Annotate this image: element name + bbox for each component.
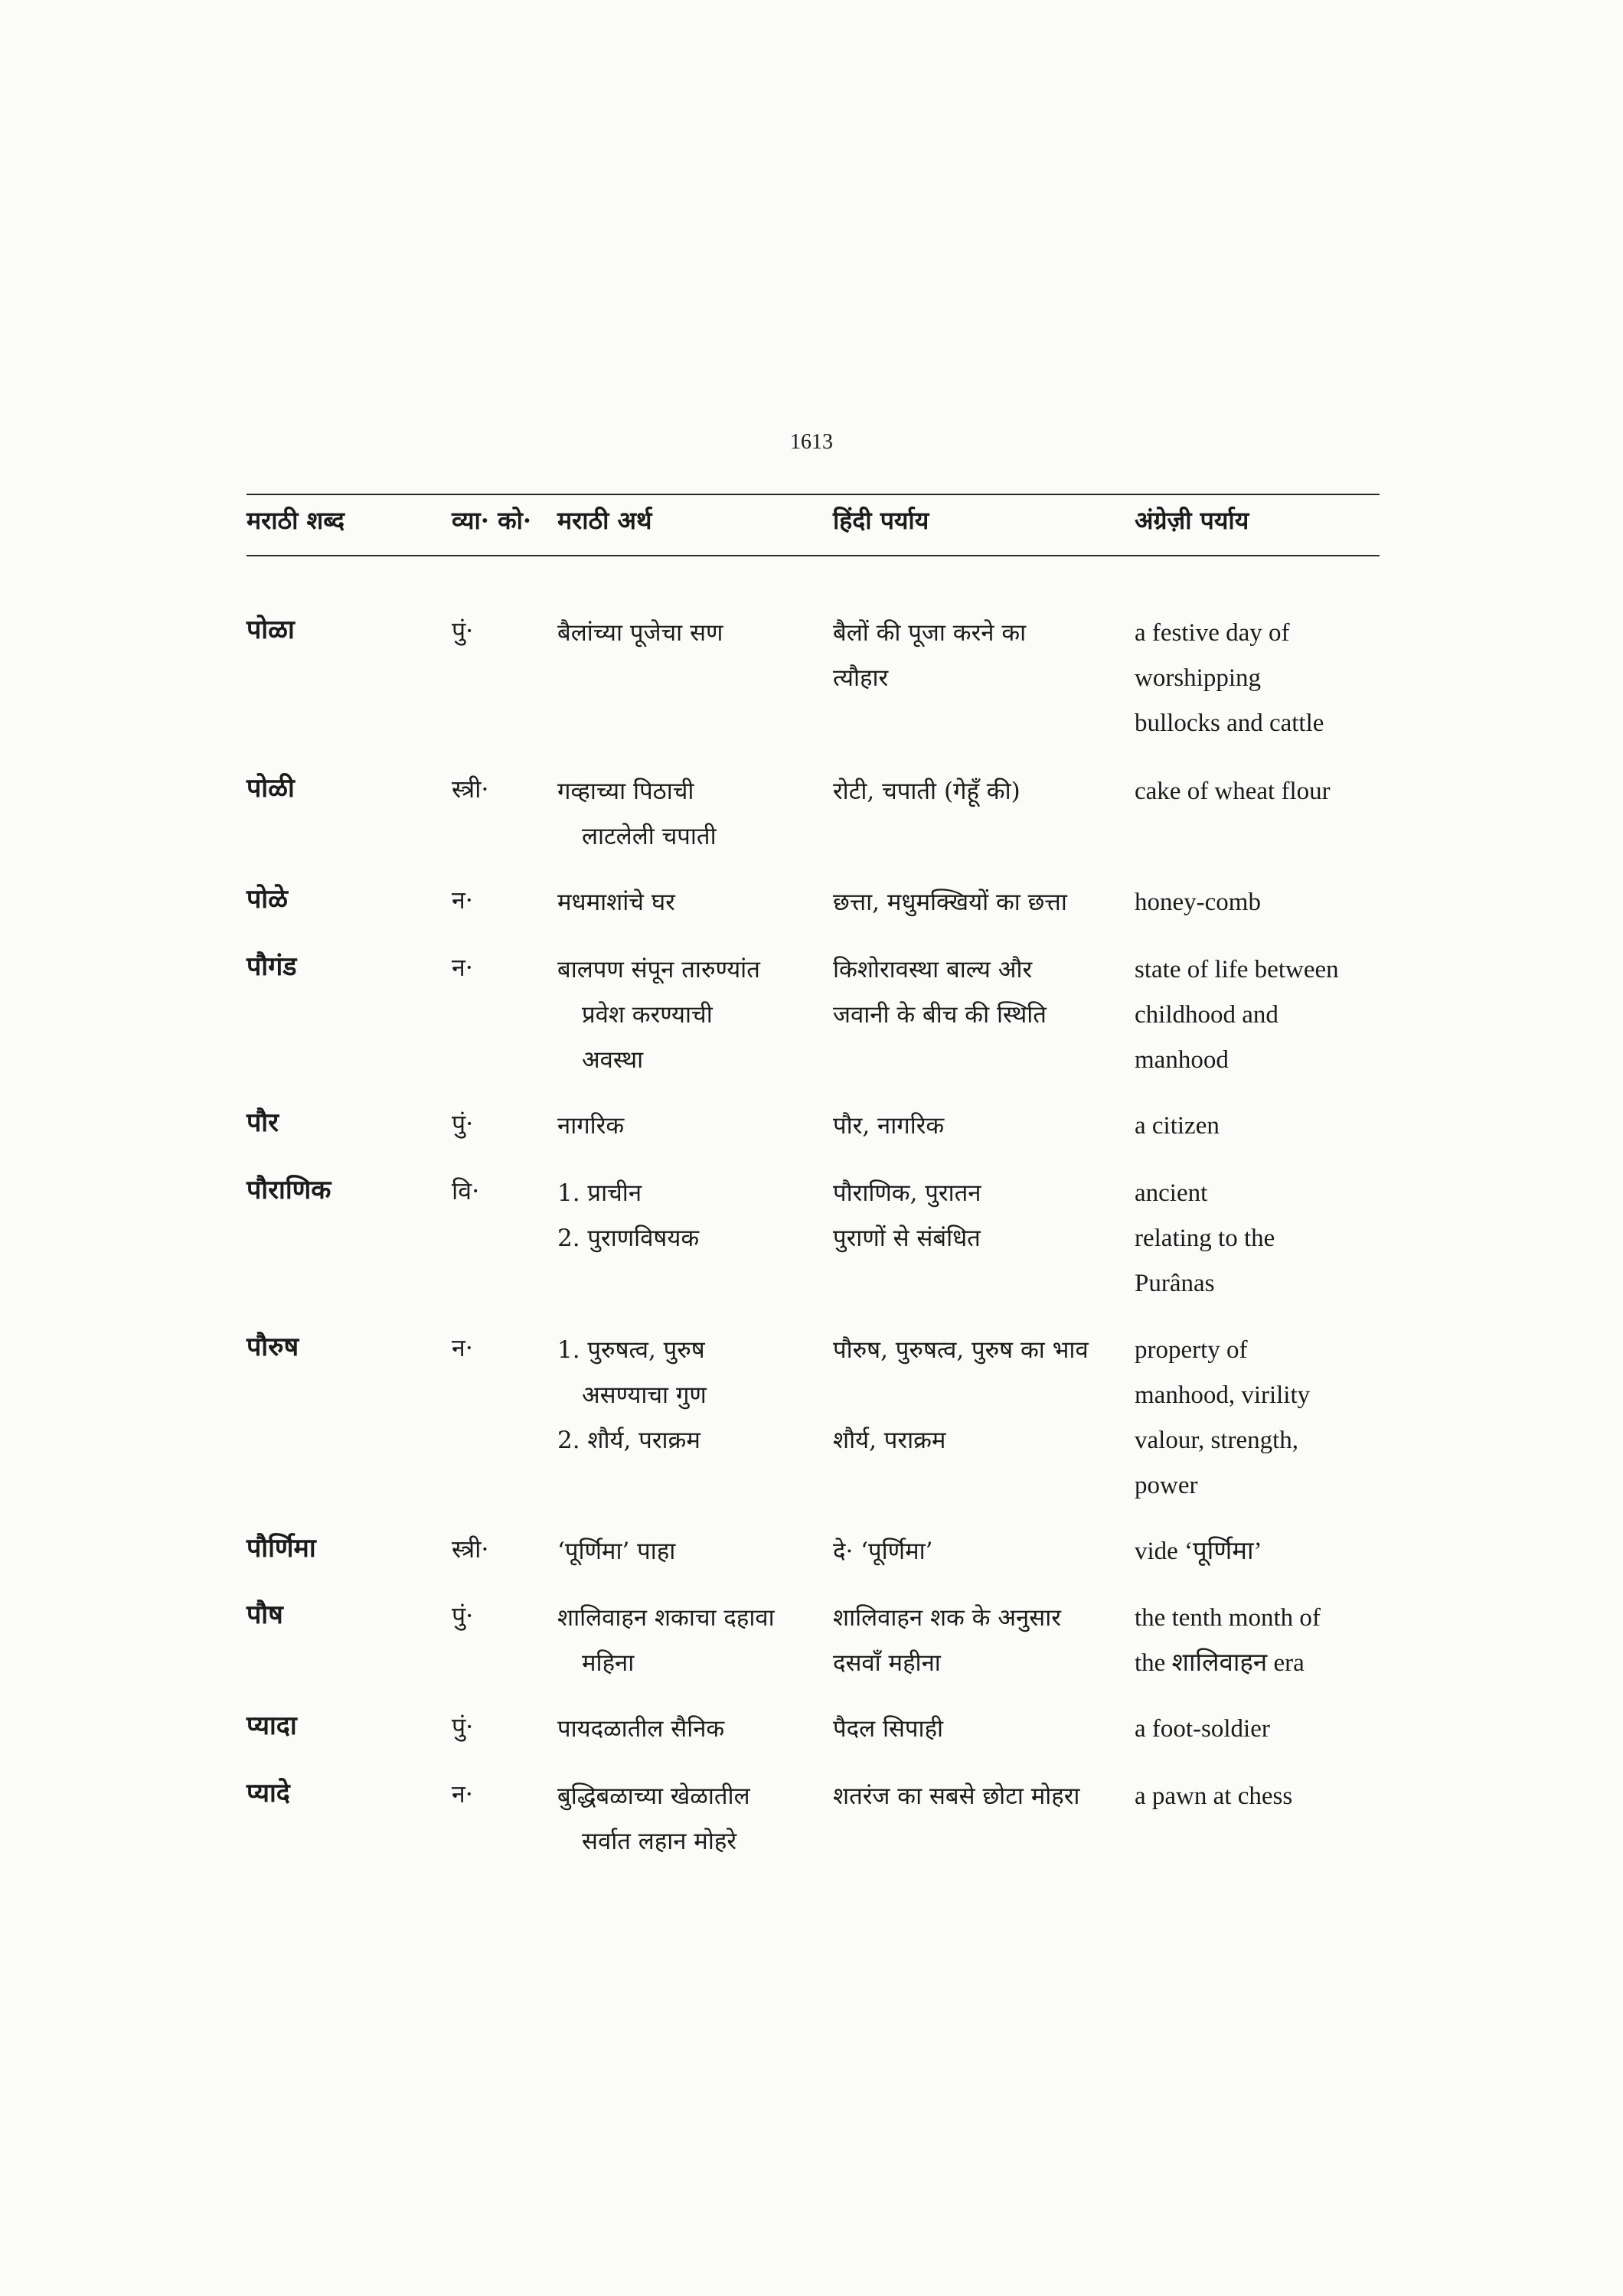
entry-headword: पोळी <box>247 773 295 804</box>
entry-english-synonym-line: state of life between <box>1135 956 1339 983</box>
entry-marathi-meaning-line: बैलांच्या पूजेचा सण <box>557 619 723 647</box>
entry-hindi-synonym <box>833 1529 933 1574</box>
entry-hindi-synonym-line: छत्ता, मधुमक्खियों का छत्ता <box>833 889 1067 916</box>
entry-marathi-meaning <box>557 947 760 1083</box>
entry-hindi-synonym-line: शौर्य, पराक्रम <box>833 1427 946 1454</box>
entry-english-synonym-line: worshipping <box>1135 664 1261 692</box>
entry-headword: पौरुष <box>247 1332 299 1362</box>
entry-marathi-meaning <box>557 880 675 925</box>
entry-english-synonym-line: power <box>1135 1472 1198 1499</box>
header-top-rule <box>247 494 1380 495</box>
entry-english-synonym-line: Purânas <box>1135 1270 1215 1297</box>
entry-marathi-meaning <box>557 1328 707 1463</box>
entry-hindi-synonym-line: शालिवाहन शक के अनुसार <box>833 1604 1061 1632</box>
entry-hindi-synonym-line: पैदल सिपाही <box>833 1715 944 1743</box>
entry-english-synonym-line: childhood and <box>1135 1001 1278 1029</box>
entry-english-synonym-line: ancient <box>1135 1179 1208 1207</box>
entry-marathi-meaning-line: सर्वात लहान मोहरे <box>582 1828 737 1855</box>
entry-english-synonym <box>1135 880 1261 925</box>
entry-marathi-meaning <box>557 1171 699 1261</box>
entry-english-synonym <box>1135 1529 1262 1574</box>
entry-grammar: वि· <box>452 1176 480 1205</box>
entry-marathi-meaning-line: बुद्धिबळाच्या खेळातील <box>557 1782 750 1810</box>
entry-hindi-synonym <box>833 611 1026 701</box>
entry-grammar: स्त्री· <box>452 1534 489 1564</box>
entry-english-synonym <box>1135 1596 1321 1686</box>
entry-hindi-synonym-line: पौराणिक, पुरातन <box>833 1179 981 1207</box>
table-header <box>0 504 1623 546</box>
header-marathi-meaning: मराठी अर्थ <box>557 506 652 535</box>
entry-hindi-synonym-line: जवानी के बीच की स्थिति <box>833 1001 1047 1029</box>
entry-marathi-meaning-line: 1. पुरुषत्व, पुरुष <box>557 1336 705 1364</box>
entry-english-synonym <box>1135 1104 1220 1149</box>
entry-hindi-synonym-line: बैलों की पूजा करने का <box>833 619 1027 647</box>
entry-headword: पोळे <box>247 884 288 915</box>
entry-grammar: न· <box>452 1333 473 1362</box>
entry-english-synonym-line: manhood <box>1135 1046 1229 1074</box>
entry-english-synonym-line: the शालिवाहन era <box>1135 1649 1305 1677</box>
entry-marathi-meaning-line: लाटलेली चपाती <box>582 823 717 850</box>
entry-hindi-synonym-line: रोटी, चपाती (गेहूँ की) <box>833 778 1020 805</box>
entry-grammar: स्त्री· <box>452 775 489 804</box>
entry-grammar: न· <box>452 1779 473 1808</box>
entry-english-synonym <box>1135 1774 1292 1819</box>
entry-english-synonym <box>1135 947 1339 1083</box>
entry-english-synonym-line: valour, strength, <box>1135 1427 1299 1454</box>
entry-hindi-synonym <box>833 1596 1061 1686</box>
entry-headword: पौराणिक <box>247 1175 331 1205</box>
entry-english-synonym <box>1135 611 1324 746</box>
entry-hindi-synonym <box>833 1707 943 1752</box>
header-bottom-rule <box>247 555 1380 556</box>
entry-hindi-synonym <box>833 1328 1089 1463</box>
entry-english-synonym-line: cake of wheat flour <box>1135 778 1331 805</box>
entry-marathi-meaning-line: शालिवाहन शकाचा दहावा <box>557 1604 775 1632</box>
entry-hindi-synonym-line: किशोरावस्था बाल्य और <box>833 956 1033 983</box>
entry-english-synonym-line: property of <box>1135 1336 1248 1364</box>
entry-headword: प्यादे <box>247 1778 290 1808</box>
entry-english-synonym-line: manhood, virility <box>1135 1381 1311 1409</box>
page-number: 1613 <box>790 430 833 454</box>
entry-marathi-meaning <box>557 1104 624 1149</box>
entry-headword: पौर <box>247 1107 279 1138</box>
entry-marathi-meaning <box>557 1774 750 1864</box>
entry-hindi-synonym <box>833 1171 981 1261</box>
entry-grammar: पुं· <box>452 1601 474 1630</box>
entry-hindi-synonym <box>833 1104 944 1149</box>
entry-english-synonym-line: bullocks and cattle <box>1135 709 1324 737</box>
entry-english-synonym <box>1135 1171 1275 1306</box>
header-grammar: व्या· को· <box>452 506 532 535</box>
entry-marathi-meaning <box>557 611 723 656</box>
entry-hindi-synonym-line: पौरुष, पुरुषत्व, पुरुष का भाव <box>833 1336 1089 1364</box>
entry-marathi-meaning-line: अवस्था <box>582 1046 644 1074</box>
entry-marathi-meaning-line: बालपण संपून तारुण्यांत <box>557 956 760 983</box>
entry-grammar: न· <box>452 953 473 982</box>
entry-english-synonym-line: a citizen <box>1135 1112 1220 1140</box>
entry-headword: पोळा <box>247 615 295 645</box>
entry-hindi-synonym-line <box>833 1373 1089 1418</box>
entry-hindi-synonym-line: दसवाँ महीना <box>833 1649 941 1677</box>
entry-hindi-synonym <box>833 769 1020 814</box>
entry-marathi-meaning-line: पायदळातील सैनिक <box>557 1715 725 1743</box>
entry-grammar: पुं· <box>452 1712 474 1741</box>
entry-marathi-meaning-line: महिना <box>582 1649 635 1677</box>
entry-english-synonym-line: a festive day of <box>1135 619 1290 647</box>
entry-marathi-meaning-line: गव्हाच्या पिठाची <box>557 778 694 805</box>
entry-hindi-synonym-line: पुराणों से संबंधित <box>833 1225 981 1252</box>
entry-english-synonym <box>1135 1707 1270 1752</box>
entry-marathi-meaning-line: 1. प्राचीन <box>557 1179 642 1207</box>
entry-marathi-meaning-line: प्रवेश करण्याची <box>582 1001 713 1029</box>
entry-hindi-synonym <box>833 1774 1079 1819</box>
entry-headword: पौष <box>247 1600 283 1630</box>
header-hindi-synonym: हिंदी पर्याय <box>833 506 929 535</box>
entry-marathi-meaning-line: नागरिक <box>557 1112 625 1140</box>
entry-grammar: पुं· <box>452 616 474 645</box>
entry-marathi-meaning-line: ‘पूर्णिमा’ पाहा <box>557 1538 676 1565</box>
entry-marathi-meaning <box>557 1596 775 1686</box>
entry-english-synonym-line: honey-comb <box>1135 889 1261 916</box>
entry-english-synonym-line: a pawn at chess <box>1135 1782 1293 1810</box>
entry-grammar: पुं· <box>452 1109 474 1138</box>
entry-marathi-meaning-line: मधमाशांचे घर <box>557 889 675 916</box>
entry-marathi-meaning-line: असण्याचा गुण <box>582 1381 707 1409</box>
entry-hindi-synonym-line: शतरंज का सबसे छोटा मोहरा <box>833 1782 1080 1810</box>
entry-marathi-meaning <box>557 1529 675 1574</box>
entry-headword: पौर्णिमा <box>247 1533 316 1564</box>
entry-hindi-synonym-line: दे· ‘पूर्णिमा’ <box>833 1538 933 1565</box>
entry-marathi-meaning <box>557 1707 724 1752</box>
header-marathi-word: मराठी शब्द <box>247 506 345 535</box>
entry-english-synonym <box>1135 769 1331 814</box>
entry-marathi-meaning <box>557 769 717 859</box>
entry-hindi-synonym <box>833 880 1067 925</box>
entry-english-synonym-line: the tenth month of <box>1135 1604 1321 1632</box>
entry-grammar: न· <box>452 885 473 915</box>
entry-english-synonym-line: relating to the <box>1135 1225 1275 1252</box>
entry-marathi-meaning-line: 2. पुराणविषयक <box>557 1225 700 1252</box>
header-english-synonym: अंग्रेज़ी पर्याय <box>1135 506 1249 535</box>
entry-hindi-synonym-line: पौर, नागरिक <box>833 1112 945 1140</box>
entry-english-synonym-line: vide ‘पूर्णिमा’ <box>1135 1538 1262 1565</box>
entry-english-synonym-line: a foot-soldier <box>1135 1715 1270 1743</box>
entry-headword: पौगंड <box>247 951 297 982</box>
entry-marathi-meaning-line: 2. शौर्य, पराक्रम <box>557 1427 700 1454</box>
entry-hindi-synonym-line: त्यौहार <box>833 664 889 692</box>
entry-hindi-synonym <box>833 947 1047 1038</box>
entry-headword: प्यादा <box>247 1711 297 1741</box>
entry-english-synonym <box>1135 1328 1310 1508</box>
